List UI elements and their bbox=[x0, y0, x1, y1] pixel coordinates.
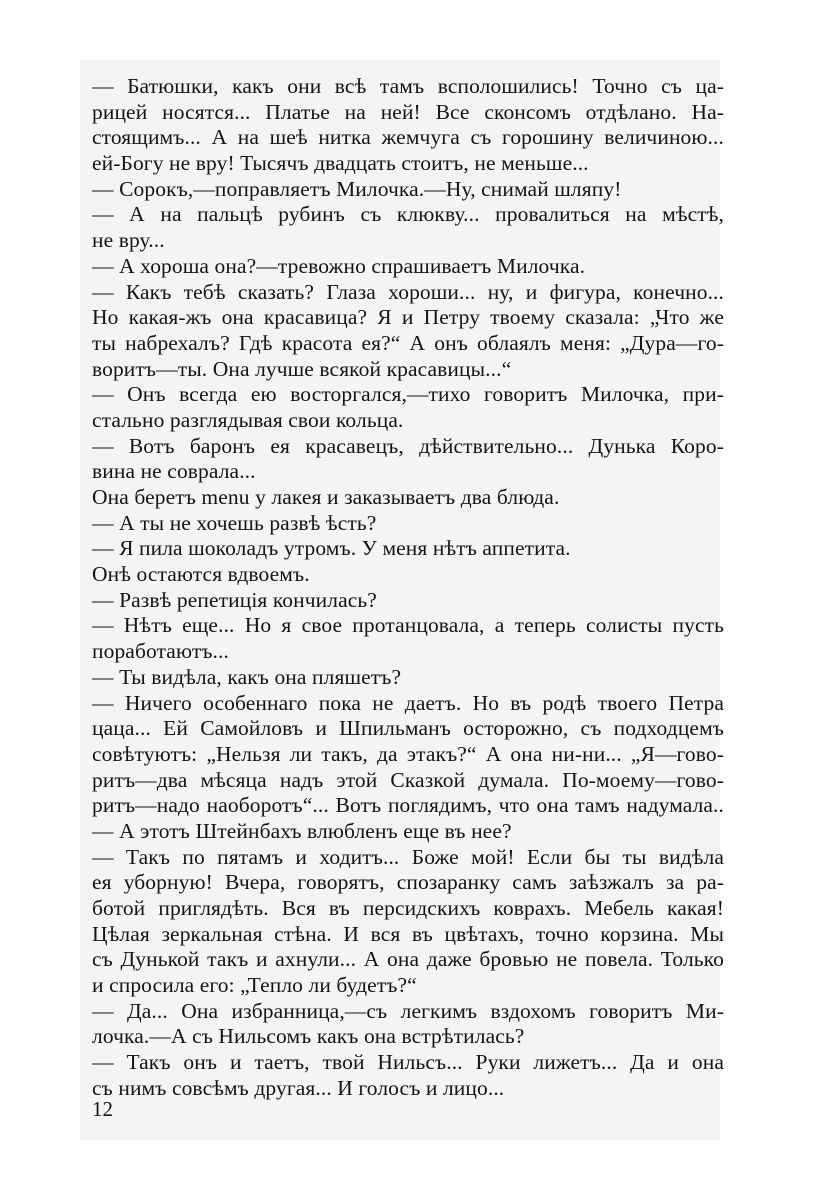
text-line: ритъ—надо наоборотъ“... Вотъ поглядимъ, что она тамъ надумала.. bbox=[92, 793, 724, 818]
text-line: стально разглядывая свои кольца. bbox=[92, 407, 404, 432]
text-line: — Я пила шоколадъ утромъ. У меня нѣтъ аппетита. bbox=[92, 536, 571, 561]
text-line: съ нимъ совсѣмъ другая... И голосъ и лицо... bbox=[92, 1075, 505, 1100]
text-line: — А на пальцѣ рубинъ съ клюкву... провалиться на мѣстѣ, bbox=[92, 202, 724, 227]
text-line: стоящимъ... А на шеѣ нитка жемчуга съ горошину величиною... bbox=[92, 125, 724, 150]
text-line: лочка.—А съ Нильсомъ какъ она встрѣтилась? bbox=[92, 1024, 525, 1049]
text-line: — Нѣтъ еще... Но я свое протанцовала, а теперь солисты пусть bbox=[92, 613, 724, 638]
text-line: — Развѣ репетиція кончилась? bbox=[92, 587, 377, 612]
text-line: не вру... bbox=[92, 228, 165, 253]
body-text bbox=[92, 74, 724, 1102]
text-line: Но какая-жъ она красавица? Я и Петру твоему сказала: „Что же bbox=[92, 305, 724, 330]
text-line: ея уборную! Вчера, говорятъ, спозаранку самъ заѣзжалъ за ра- bbox=[92, 870, 724, 895]
text-line: — Сорокъ,—поправляетъ Милочка.—Ну, снимай шляпу! bbox=[92, 176, 622, 201]
text-line: — Какъ тебѣ сказать? Глаза хороши... ну, и фигура, конечно... bbox=[92, 279, 724, 304]
text-line: — А хороша она?—тревожно спрашиваетъ Милочка. bbox=[92, 253, 586, 278]
text-line: — Такъ онъ и таетъ, твой Нильсъ... Руки лижетъ... Да и она bbox=[92, 1050, 724, 1075]
page-number: 12 bbox=[92, 1097, 113, 1121]
text-line: — Онъ всегда ею восторгался,—тихо говоритъ Милочка, при- bbox=[92, 382, 724, 407]
text-line: воритъ—ты. Она лучше всякой красавицы...“ bbox=[92, 356, 512, 381]
text-line: — Да... Она избранница,—съ легкимъ вздохомъ говоритъ Ми- bbox=[92, 998, 724, 1023]
text-line: — Батюшки, какъ они всѣ тамъ всполошились! Точно съ ца- bbox=[92, 74, 724, 98]
text-line: ботой приглядѣть. Вся въ персидскихъ коврахъ. Мебель какая! bbox=[92, 896, 724, 920]
text-line: съ Дунькой такъ и ахнули... А она даже бровью не повела. Только bbox=[92, 947, 724, 972]
text-line: — Такъ по пятамъ и ходитъ... Боже мой! Если бы ты видѣла bbox=[92, 844, 724, 869]
text-line: Онѣ остаются вдвоемъ. bbox=[92, 562, 310, 587]
text-line: — А этотъ Штейнбахъ влюбленъ еще въ нее? bbox=[92, 818, 512, 843]
text-line: ты набрехалъ? Гдѣ красота ея?“ А онъ облаялъ меня: „Дура—го- bbox=[92, 330, 724, 355]
text-line: рицей носятся... Платье на ней! Все сконсомъ отдѣлано. На- bbox=[92, 99, 724, 124]
text-line: — Вотъ баронъ ея красавецъ, дѣйствительно... Дунька Коро- bbox=[92, 433, 724, 458]
text-line: и спросила его: „Тепло ли будетъ?“ bbox=[92, 973, 417, 998]
text-line: ей-Богу не вру! Тысячъ двадцать стоитъ, не меньше... bbox=[92, 151, 589, 176]
text-line: — А ты не хочешь развѣ ѣсть? bbox=[92, 510, 377, 535]
text-line: цаца... Ей Самойловъ и Шпильманъ осторожно, съ подходцемъ bbox=[92, 716, 724, 741]
text-line: поработаютъ... bbox=[92, 639, 229, 664]
text-line: — Ты видѣла, какъ она пляшетъ? bbox=[92, 664, 402, 689]
text-line: Цѣлая зеркальная стѣна. И вся въ цвѣтахъ, точно корзина. Мы bbox=[92, 921, 724, 946]
text-line: ритъ—два мѣсяца надъ этой Сказкой думала. По-моему—гово- bbox=[92, 767, 724, 792]
text-line: совѣтуютъ: „Нельзя ли такъ, да этакъ?“ А она ни-ни... „Я—гово- bbox=[92, 741, 724, 766]
text-line: — Ничего особеннаго пока не даетъ. Но въ родѣ твоего Петра bbox=[92, 690, 724, 715]
text-line: вина не соврала... bbox=[92, 459, 256, 484]
text-line: Она беретъ menu у лакея и заказываетъ два блюда. bbox=[92, 485, 560, 509]
